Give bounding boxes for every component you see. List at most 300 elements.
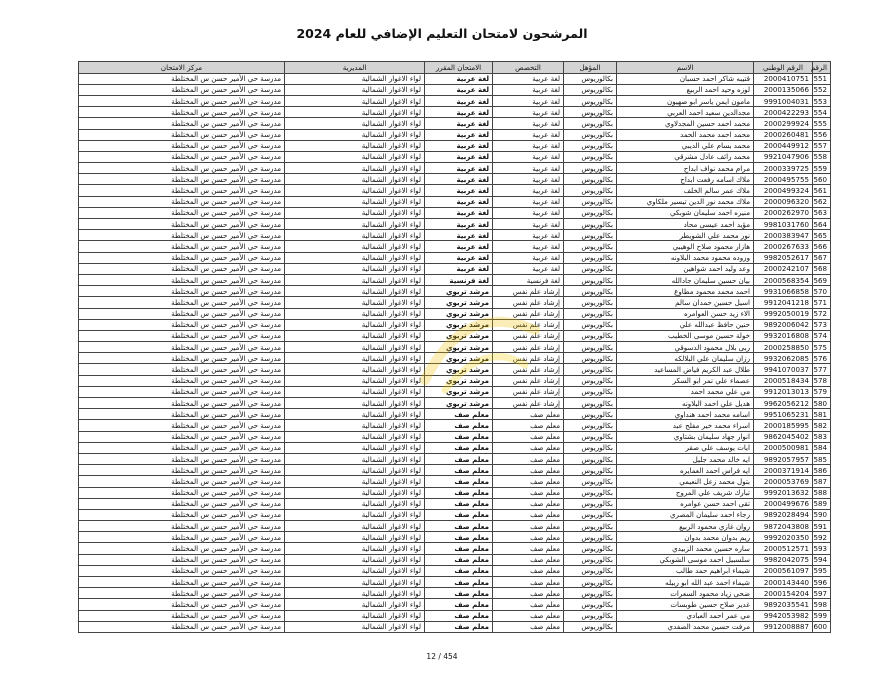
cell-name: مي علي محمد احمد [617,386,754,397]
cell-center: مدرسة حي الأمير حسن س المختلطة [79,107,285,118]
cell-exam: معلم صف [425,599,493,610]
cell-national-id: 9991004031 [754,95,813,106]
cell-directorate: لواء الاغوار الشمالية [285,420,425,431]
cell-num: 562 [813,196,831,207]
cell-center: مدرسة حي الأمير حسن س المختلطة [79,286,285,297]
cell-name: اسراء محمد خير مفلح عبد [617,420,754,431]
cell-qualification: بكالوريوس [564,420,617,431]
cell-national-id: 2000371914 [754,465,813,476]
cell-num: 570 [813,286,831,297]
table-row [79,129,831,140]
cell-specialization: معلم صف [493,554,564,565]
cell-specialization: معلم صف [493,476,564,487]
cell-qualification: بكالوريوس [564,554,617,565]
header-qualification: المؤهل [564,62,617,74]
cell-qualification: بكالوريوس [564,129,617,140]
cell-center: مدرسة حي الأمير حسن س المختلطة [79,84,285,95]
table-row [79,73,831,84]
cell-name: تقى احمد حسن عوامره [617,498,754,509]
cell-specialization: معلم صف [493,442,564,453]
cell-national-id: 2000258850 [754,342,813,353]
cell-directorate: لواء الاغوار الشمالية [285,353,425,364]
cell-national-id: 9962056212 [754,398,813,409]
cell-qualification: بكالوريوس [564,532,617,543]
cell-exam: مرشد تربوي [425,319,493,330]
cell-directorate: لواء الاغوار الشمالية [285,330,425,341]
cell-qualification: بكالوريوس [564,95,617,106]
cell-qualification: بكالوريوس [564,621,617,632]
table-row [79,174,831,185]
cell-national-id: 9912008887 [754,621,813,632]
cell-qualification: بكالوريوس [564,174,617,185]
cell-qualification: بكالوريوس [564,274,617,285]
cell-name: محمد احمد حسين المجدلاوي [617,118,754,129]
cell-center: مدرسة حي الأمير حسن س المختلطة [79,252,285,263]
cell-center: مدرسة حي الأمير حسن س المختلطة [79,118,285,129]
cell-specialization: لغة عربية [493,84,564,95]
table-row [79,465,831,476]
table-row [79,487,831,498]
cell-name: مجدالدين سعيد احمد العربي [617,107,754,118]
cell-name: بتول محمد زعل النعيمي [617,476,754,487]
cell-specialization: معلم صف [493,487,564,498]
cell-specialization: لغة عربية [493,207,564,218]
cell-qualification: بكالوريوس [564,409,617,420]
cell-num: 569 [813,274,831,285]
cell-national-id: 2000449912 [754,140,813,151]
cell-qualification: بكالوريوس [564,521,617,532]
cell-center: مدرسة حي الأمير حسن س المختلطة [79,565,285,576]
page-title: المرشحون لامتحان التعليم الإضافي للعام 2024 [296,26,588,41]
table-row [79,599,831,610]
cell-specialization: معلم صف [493,588,564,599]
cell-num: 595 [813,565,831,576]
table-row [79,286,831,297]
cell-qualification: بكالوريوس [564,73,617,84]
cell-qualification: بكالوريوس [564,140,617,151]
cell-specialization: معلم صف [493,465,564,476]
cell-name: محمد احمد محمد الحمد [617,129,754,140]
cell-qualification: بكالوريوس [564,599,617,610]
cell-exam: لغة عربية [425,84,493,95]
cell-name: ضحى زياد محمود السعرات [617,588,754,599]
cell-num: 563 [813,207,831,218]
cell-center: مدرسة حي الأمير حسن س المختلطة [79,453,285,464]
cell-national-id: 9872043808 [754,521,813,532]
cell-num: 578 [813,375,831,386]
cell-national-id: 2000096320 [754,196,813,207]
cell-center: مدرسة حي الأمير حسن س المختلطة [79,319,285,330]
cell-name: ملاك محمد نور الدين تيسير ملكاوي [617,196,754,207]
cell-exam: مرشد تربوي [425,342,493,353]
cell-num: 552 [813,84,831,95]
cell-name: ريم بدوان محمد بدوان [617,532,754,543]
cell-national-id: 9892028494 [754,509,813,520]
cell-num: 557 [813,140,831,151]
cell-num: 556 [813,129,831,140]
table-row [79,118,831,129]
cell-name: ايه خالد محمد جليل [617,453,754,464]
cell-name: وعد وليد احمد شواهين [617,263,754,274]
cell-center: مدرسة حي الأمير حسن س المختلطة [79,554,285,565]
cell-exam: لغة عربية [425,241,493,252]
cell-exam: لغة عربية [425,129,493,140]
page-number: 12 / 454 [426,652,458,661]
cell-center: مدرسة حي الأمير حسن س المختلطة [79,151,285,162]
cell-national-id: 2000500981 [754,442,813,453]
cell-num: 554 [813,107,831,118]
cell-exam: معلم صف [425,621,493,632]
table-row [79,274,831,285]
cell-national-id: 9982042075 [754,554,813,565]
cell-exam: معلم صف [425,431,493,442]
cell-qualification: بكالوريوس [564,364,617,375]
cell-center: مدرسة حي الأمير حسن س المختلطة [79,196,285,207]
cell-exam: مرشد تربوي [425,398,493,409]
cell-specialization: لغة عربية [493,118,564,129]
cell-num: 577 [813,364,831,375]
cell-exam: لغة عربية [425,263,493,274]
cell-name: طلال عبد الكريم فياض المساعيد [617,364,754,375]
cell-directorate: لواء الاغوار الشمالية [285,252,425,263]
cell-center: مدرسة حي الأمير حسن س المختلطة [79,263,285,274]
cell-specialization: معلم صف [493,543,564,554]
cell-num: 583 [813,431,831,442]
header-exam: الامتحان المقرر [425,62,493,74]
cell-national-id: 9992020350 [754,532,813,543]
cell-name: احمد محمد محمود مطاوع [617,286,754,297]
cell-num: 586 [813,465,831,476]
cell-center: مدرسة حي الأمير حسن س المختلطة [79,207,285,218]
cell-num: 571 [813,297,831,308]
cell-name: مرفت حسين محمد الصفدي [617,621,754,632]
cell-center: مدرسة حي الأمير حسن س المختلطة [79,431,285,442]
cell-qualification: بكالوريوس [564,476,617,487]
cell-qualification: بكالوريوس [564,487,617,498]
cell-national-id: 2000154204 [754,588,813,599]
cell-exam: معلم صف [425,543,493,554]
header-center: مركز الامتحان [79,62,285,74]
cell-national-id: 2000495755 [754,174,813,185]
table-row [79,409,831,420]
cell-qualification: بكالوريوس [564,118,617,129]
table-row [79,453,831,464]
cell-specialization: معلم صف [493,431,564,442]
cell-name: عصماء علي تمر ابو السكر [617,375,754,386]
cell-num: 587 [813,476,831,487]
cell-name: محمد رائف عادل مشرقي [617,151,754,162]
cell-num: 590 [813,509,831,520]
cell-center: مدرسة حي الأمير حسن س المختلطة [79,409,285,420]
cell-national-id: 9932016808 [754,330,813,341]
cell-directorate: لواء الاغوار الشمالية [285,431,425,442]
cell-national-id: 2000299924 [754,118,813,129]
cell-qualification: بكالوريوس [564,308,617,319]
table-row [79,398,831,409]
cell-directorate: لواء الاغوار الشمالية [285,565,425,576]
table-row [79,330,831,341]
cell-num: 555 [813,118,831,129]
table-row [79,621,831,632]
cell-name: رزان سليمان علي البلالكه [617,353,754,364]
table-row [79,364,831,375]
cell-name: بيان حسين سليمان جادالله [617,274,754,285]
cell-specialization: معلم صف [493,621,564,632]
cell-exam: مرشد تربوي [425,375,493,386]
header-specialization: التخصص [493,62,564,74]
cell-directorate: لواء الاغوار الشمالية [285,588,425,599]
cell-num: 596 [813,577,831,588]
cell-specialization: لغة عربية [493,163,564,174]
table-row [79,375,831,386]
table-header-row [79,62,831,74]
cell-num: 572 [813,308,831,319]
cell-qualification: بكالوريوس [564,185,617,196]
cell-exam: لغة فرنسية [425,274,493,285]
cell-center: مدرسة حي الأمير حسن س المختلطة [79,375,285,386]
table-row [79,342,831,353]
cell-qualification: بكالوريوس [564,453,617,464]
cell-num: 580 [813,398,831,409]
cell-exam: لغة عربية [425,163,493,174]
cell-specialization: معلم صف [493,453,564,464]
cell-center: مدرسة حي الأمير حسن س المختلطة [79,342,285,353]
table-row [79,163,831,174]
cell-qualification: بكالوريوس [564,241,617,252]
cell-name: ايه فراس احمد العمايره [617,465,754,476]
cell-specialization: إرشاد علم نفس [493,386,564,397]
cell-name: مي عمر احمد العبادي [617,610,754,621]
cell-qualification: بكالوريوس [564,577,617,588]
cell-national-id: 9862045402 [754,431,813,442]
cell-national-id: 9982052617 [754,252,813,263]
table-row [79,565,831,576]
cell-qualification: بكالوريوس [564,330,617,341]
table-row [79,308,831,319]
table-row [79,554,831,565]
cell-num: 594 [813,554,831,565]
cell-num: 593 [813,543,831,554]
cell-national-id: 2000518434 [754,375,813,386]
table-row [79,252,831,263]
cell-name: محمد بسام علي الديبي [617,140,754,151]
cell-exam: لغة عربية [425,207,493,218]
cell-exam: معلم صف [425,409,493,420]
cell-qualification: بكالوريوس [564,386,617,397]
cell-name: شيماء ابراهيم حمد طالب [617,565,754,576]
cell-directorate: لواء الاغوار الشمالية [285,95,425,106]
cell-center: مدرسة حي الأمير حسن س المختلطة [79,487,285,498]
table-row [79,196,831,207]
cell-center: مدرسة حي الأمير حسن س المختلطة [79,129,285,140]
cell-specialization: إرشاد علم نفس [493,375,564,386]
cell-qualification: بكالوريوس [564,588,617,599]
cell-specialization: معلم صف [493,565,564,576]
table-row [79,431,831,442]
cell-directorate: لواء الاغوار الشمالية [285,621,425,632]
cell-center: مدرسة حي الأمير حسن س المختلطة [79,509,285,520]
cell-qualification: بكالوريوس [564,84,617,95]
table-row [79,353,831,364]
cell-num: 579 [813,386,831,397]
cell-num: 576 [813,353,831,364]
cell-name: الاء زيد حسن العوامره [617,308,754,319]
cell-center: مدرسة حي الأمير حسن س المختلطة [79,386,285,397]
cell-specialization: لغة فرنسية [493,274,564,285]
cell-national-id: 9912013013 [754,386,813,397]
cell-national-id: 9892006042 [754,319,813,330]
cell-directorate: لواء الاغوار الشمالية [285,554,425,565]
cell-exam: معلم صف [425,420,493,431]
cell-exam: مرشد تربوي [425,308,493,319]
cell-name: مؤيد احمد عيسى محاد [617,219,754,230]
cell-center: مدرسة حي الأمير حسن س المختلطة [79,543,285,554]
cell-directorate: لواء الاغوار الشمالية [285,140,425,151]
cell-qualification: بكالوريوس [564,431,617,442]
cell-center: مدرسة حي الأمير حسن س المختلطة [79,353,285,364]
header-national-id: الرقم الوطني [754,62,813,74]
cell-directorate: لواء الاغوار الشمالية [285,207,425,218]
cell-qualification: بكالوريوس [564,252,617,263]
cell-center: مدرسة حي الأمير حسن س المختلطة [79,140,285,151]
cell-qualification: بكالوريوس [564,543,617,554]
cell-name: ايات يوسف علي صقر [617,442,754,453]
cell-center: مدرسة حي الأمير حسن س المختلطة [79,163,285,174]
cell-num: 573 [813,319,831,330]
cell-name: ملاك اسامه رفعت ابداح [617,174,754,185]
cell-center: مدرسة حي الأمير حسن س المختلطة [79,588,285,599]
cell-exam: لغة عربية [425,230,493,241]
table-row [79,588,831,599]
cell-center: مدرسة حي الأمير حسن س المختلطة [79,364,285,375]
header-directorate: المديرية [285,62,425,74]
cell-national-id: 9931066858 [754,286,813,297]
cell-exam: لغة عربية [425,174,493,185]
cell-center: مدرسة حي الأمير حسن س المختلطة [79,73,285,84]
cell-center: مدرسة حي الأمير حسن س المختلطة [79,95,285,106]
table-row [79,532,831,543]
cell-directorate: لواء الاغوار الشمالية [285,442,425,453]
cell-national-id: 9941070037 [754,364,813,375]
cell-qualification: بكالوريوس [564,319,617,330]
cell-exam: معلم صف [425,498,493,509]
table-row [79,610,831,621]
cell-qualification: بكالوريوس [564,151,617,162]
cell-num: 597 [813,588,831,599]
cell-specialization: لغة عربية [493,129,564,140]
cell-specialization: معلم صف [493,498,564,509]
cell-specialization: لغة عربية [493,185,564,196]
cell-directorate: لواء الاغوار الشمالية [285,263,425,274]
cell-directorate: لواء الاغوار الشمالية [285,151,425,162]
cell-exam: معلم صف [425,476,493,487]
cell-directorate: لواء الاغوار الشمالية [285,219,425,230]
cell-exam: لغة عربية [425,219,493,230]
cell-specialization: إرشاد علم نفس [493,353,564,364]
cell-exam: لغة عربية [425,252,493,263]
cell-name: وروده محمود محمد البلاونه [617,252,754,263]
cell-national-id: 2000053769 [754,476,813,487]
cell-qualification: بكالوريوس [564,465,617,476]
cell-exam: معلم صف [425,554,493,565]
cell-exam: معلم صف [425,588,493,599]
cell-name: انوار جهاد سليمان بشتاوي [617,431,754,442]
cell-specialization: إرشاد علم نفس [493,286,564,297]
cell-qualification: بكالوريوس [564,353,617,364]
cell-specialization: إرشاد علم نفس [493,308,564,319]
cell-exam: مرشد تربوي [425,330,493,341]
cell-specialization: لغة عربية [493,140,564,151]
cell-center: مدرسة حي الأمير حسن س المختلطة [79,610,285,621]
cell-num: 589 [813,498,831,509]
cell-national-id: 2000260481 [754,129,813,140]
table-row [79,219,831,230]
cell-name: مرام محمد نواف ابداح [617,163,754,174]
cell-center: مدرسة حي الأمير حسن س المختلطة [79,420,285,431]
cell-num: 560 [813,174,831,185]
cell-exam: معلم صف [425,577,493,588]
table-row [79,420,831,431]
cell-national-id: 9892035541 [754,599,813,610]
cell-national-id: 2000410751 [754,73,813,84]
table-row [79,241,831,252]
cell-directorate: لواء الاغوار الشمالية [285,577,425,588]
cell-num: 559 [813,163,831,174]
cell-exam: معلم صف [425,465,493,476]
cell-directorate: لواء الاغوار الشمالية [285,274,425,285]
cell-specialization: لغة عربية [493,95,564,106]
cell-qualification: بكالوريوس [564,107,617,118]
cell-directorate: لواء الاغوار الشمالية [285,196,425,207]
cell-num: 591 [813,521,831,532]
cell-national-id: 9912041218 [754,297,813,308]
cell-center: مدرسة حي الأمير حسن س المختلطة [79,621,285,632]
cell-exam: لغة عربية [425,95,493,106]
cell-name: منيره احمد سليمان شوبكي [617,207,754,218]
cell-name: شيماء احمد عبد الله ابو ربيله [617,577,754,588]
cell-center: مدرسة حي الأمير حسن س المختلطة [79,577,285,588]
cell-name: ملاك عمر سالم الخلف [617,185,754,196]
cell-specialization: إرشاد علم نفس [493,398,564,409]
cell-center: مدرسة حي الأمير حسن س المختلطة [79,185,285,196]
table-row [79,185,831,196]
cell-specialization: إرشاد علم نفس [493,319,564,330]
cell-exam: لغة عربية [425,151,493,162]
cell-directorate: لواء الاغوار الشمالية [285,342,425,353]
cell-directorate: لواء الاغوار الشمالية [285,129,425,140]
table-row [79,230,831,241]
cell-specialization: معلم صف [493,521,564,532]
cell-center: مدرسة حي الأمير حسن س المختلطة [79,330,285,341]
cell-center: مدرسة حي الأمير حسن س المختلطة [79,398,285,409]
cell-national-id: 2000499324 [754,185,813,196]
cell-directorate: لواء الاغوار الشمالية [285,386,425,397]
cell-name: هديل علي احمد البلاونه [617,398,754,409]
cell-center: مدرسة حي الأمير حسن س المختلطة [79,532,285,543]
cell-name: مامون ايمن ياسر ابو صهيون [617,95,754,106]
cell-qualification: بكالوريوس [564,297,617,308]
cell-num: 599 [813,610,831,621]
cell-directorate: لواء الاغوار الشمالية [285,465,425,476]
cell-national-id: 2000512571 [754,543,813,554]
cell-qualification: بكالوريوس [564,509,617,520]
cell-name: هازار محمود صلاح الوهيبي [617,241,754,252]
cell-national-id: 9921047906 [754,151,813,162]
cell-qualification: بكالوريوس [564,610,617,621]
cell-directorate: لواء الاغوار الشمالية [285,532,425,543]
table-row [79,442,831,453]
cell-center: مدرسة حي الأمير حسن س المختلطة [79,442,285,453]
